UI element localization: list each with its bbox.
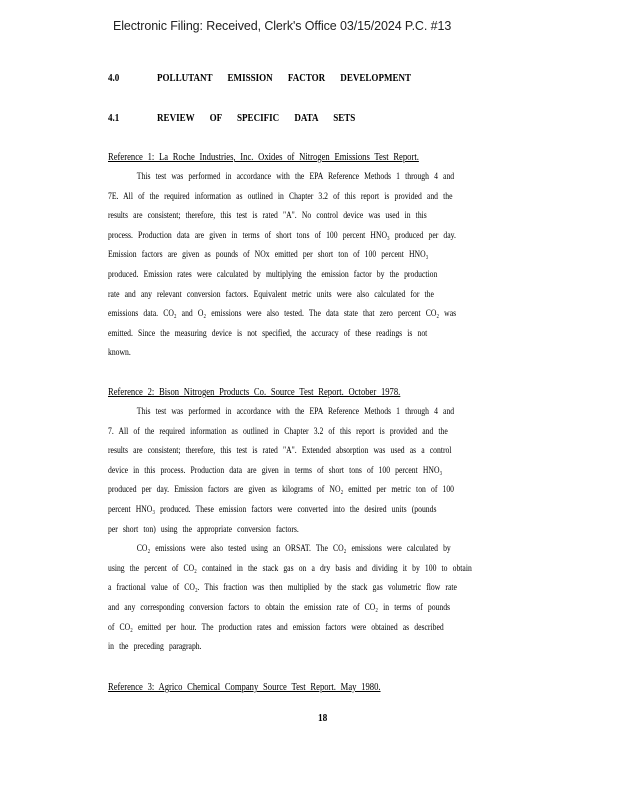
text-line: produced per day. Emission factors are given as kilograms of NO₂ emitted per metric ton of 100 — [108, 484, 455, 496]
section-title: REVIEW OF SPECIFIC DATA SETS — [157, 113, 356, 124]
text-line: results are consistent; therefore, this test is rated "A". Extended absorption was used as a control — [108, 445, 452, 457]
text-line: in the preceding paragraph. — [108, 641, 202, 653]
reference-2-body — [108, 402, 563, 657]
reference-2-heading: Reference 2: Bison Nitrogen Products Co. Source Test Report. October 1978. — [108, 387, 401, 398]
section-title: POLLUTANT EMISSION FACTOR DEVELOPMENT — [157, 73, 412, 84]
section-number: 4.0 — [108, 73, 120, 84]
text-line: of CO₂ emitted per hour. The production rates and emission factors were obtained as described — [108, 621, 444, 633]
text-line: This test was performed in accordance with the EPA Reference Methods 1 through 4 and — [136, 171, 455, 182]
text-line: results are consistent; therefore, this test is rated "A". No control device was used in this — [108, 210, 427, 222]
text-line: Emission factors are given as pounds of NOx emitted per short ton of 100 percent HNO₃ — [108, 249, 429, 261]
text-line: This test was performed in accordance with the EPA Reference Methods 1 through 4 and — [136, 406, 455, 417]
reference-3-heading: Reference 3: Agrico Chemical Company Source Test Report. May 1980. — [108, 682, 381, 693]
text-line: and any corresponding conversion factors to obtain the emission rate of CO₂ in terms of pounds — [108, 601, 451, 613]
text-line: a fractional value of CO₂. This fraction was then multiplied by the stack gas volumetric flow rate — [108, 582, 457, 594]
text-line: 7E. All of the required information as outlined in Chapter 3.2 of this report is provided and the — [108, 190, 453, 202]
text-line: emissions data. CO₂ and O₂ emissions were also tested. The data state that zero percent CO₂ was — [108, 308, 457, 320]
text-line: produced. Emission rates were calculated by multiplying the emission factor by the production — [108, 268, 438, 280]
section-number: 4.1 — [108, 113, 120, 124]
text-line: rate and any relevant conversion factors. Equivalent metric units were also calculated for the — [108, 288, 434, 300]
text-line: 7. All of the required information as outlined in Chapter 3.2 of this report is provided and the — [108, 425, 448, 437]
section-heading-4-1 — [108, 113, 355, 124]
section-heading-4-0 — [108, 73, 411, 84]
reference-1-heading: Reference 1: La Roche Industries, Inc. Oxides of Nitrogen Emissions Test Report. — [108, 152, 419, 163]
text-line: process. Production data are given in terms of short tons of 100 percent HNO₃ produced per day. — [108, 229, 456, 241]
text-line: device in this process. Production data are given in terms of short tons of 100 percent HNO₃ — [108, 464, 443, 476]
reference-1-body — [108, 167, 543, 363]
text-line: percent HNO₃ produced. These emission factors were converted into the desired units (pounds — [108, 503, 437, 515]
text-line: emitted. Since the measuring device is not specified, the accuracy of these readings is not — [108, 327, 428, 339]
text-line: per short ton) using the appropriate conversion factors. — [108, 523, 299, 535]
text-line: CO₂ emissions were also tested using an ORSAT. The CO₂ emissions were calculated by — [136, 543, 451, 555]
text-line: using the percent of CO₂ contained in the stack gas on a dry basis and dividing it by 100 to obtain — [108, 562, 472, 574]
text-line: known. — [108, 347, 131, 359]
filing-stamp: Electronic Filing: Received, Clerk's Office 03/15/2024 P.C. #13 — [113, 19, 452, 33]
page-number: 18 — [318, 712, 328, 724]
